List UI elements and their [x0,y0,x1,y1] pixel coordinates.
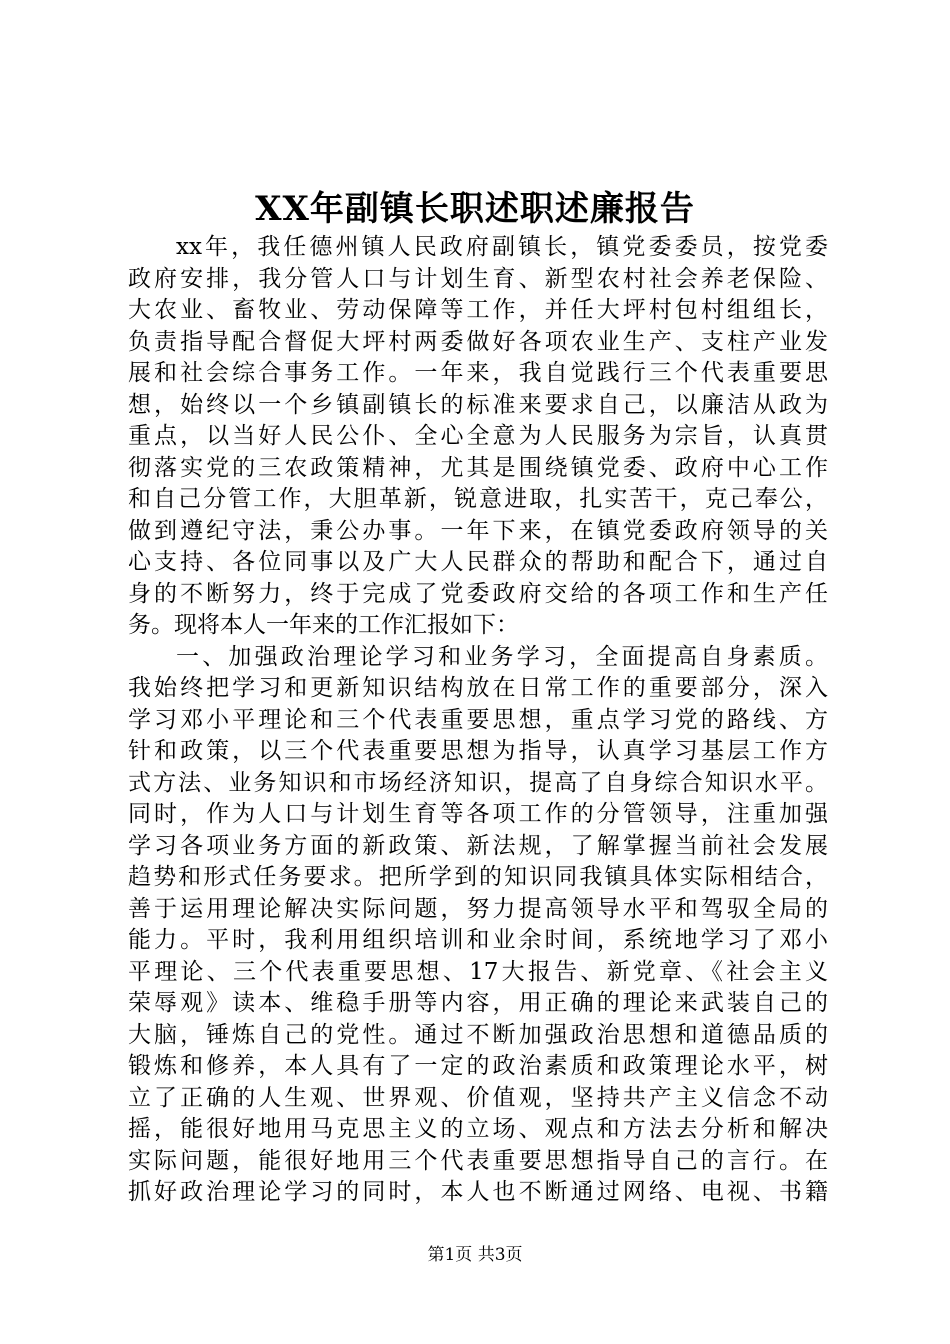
paragraph-line: 彻落实党的三农政策精神，尤其是围绕镇党委、政府中心工作 [128,454,828,481]
paragraph-line: 做到遵纪守法，秉公办事。一年下来，在镇党委政府领导的关 [128,517,828,544]
paragraph-line: 身的不断努力，终于完成了党委政府交给的各项工作和生产任 [128,580,828,607]
paragraph-line: 和自己分管工作，大胆革新，锐意进取，扎实苦干，克己奉公， [128,486,828,512]
paragraph-line: 针和政策，以三个代表重要思想为指导，认真学习基层工作方 [128,738,828,764]
paragraph-line: 负责指导配合督促大坪村两委做好各项农业生产、支柱产业发 [128,328,828,355]
paragraph-line: 抓好政治理论学习的同时，本人也不断通过网络、电视、书籍 [128,1179,828,1205]
paragraph-line: 能力。平时，我利用组织培训和业余时间，系统地学习了邓小 [128,927,828,953]
paragraph-line: 锻炼和修养，本人具有了一定的政治素质和政策理论水平，树 [128,1053,828,1079]
paragraph-line: 心支持、各位同事以及广大人民群众的帮助和配合下，通过自 [128,549,828,575]
paragraph-line: 我始终把学习和更新知识结构放在日常工作的重要部分，深入 [128,675,828,701]
paragraph-line: 摇，能很好地用马克思主义的立场、观点和方法去分析和解决 [128,1116,828,1142]
paragraph-line: 务。现将本人一年来的工作汇报如下： [128,612,519,638]
paragraph-line: 实际问题，能很好地用三个代表重要思想指导自己的言行。在 [128,1147,828,1174]
paragraph-line: 大脑，锤炼自己的党性。通过不断加强政治思想和道德品质的 [128,1021,828,1048]
paragraph-line: 同时，作为人口与计划生育等各项工作的分管领导，注重加强 [128,801,828,827]
document-body [128,232,828,1209]
paragraph-line: 趋势和形式任务要求。把所学到的知识同我镇具体实际相结合， [128,864,828,890]
paragraph-line: 立了正确的人生观、世界观、价值观，坚持共产主义信念不动 [128,1084,828,1111]
paragraph-line: 大农业、畜牧业、劳动保障等工作，并任大坪村包村组组长， [128,297,828,323]
page-footer: 第1页 共3页 [427,1245,523,1265]
paragraph-line: 想，始终以一个乡镇副镇长的标准来要求自己，以廉洁从政为 [128,391,828,418]
paragraph-line: 学习邓小平理论和三个代表重要思想，重点学习党的路线、方 [128,706,828,733]
paragraph-line: 平理论、三个代表重要思想、17大报告、新党章、《社会主义 [128,958,828,985]
paragraph-line: 政府安排，我分管人口与计划生育、新型农村社会养老保险、 [128,265,828,292]
paragraph-line: 展和社会综合事务工作。一年来，我自觉践行三个代表重要思 [128,360,828,386]
paragraph-line: 善于运用理论解决实际问题，努力提高领导水平和驾驭全局的 [128,895,828,922]
paragraph-line: 荣辱观》读本、维稳手册等内容，用正确的理论来武装自己的 [128,990,828,1016]
paragraph-line: xx年，我任德州镇人民政府副镇长，镇党委委员，按党委 [176,234,828,260]
page-title: XX年副镇长职述职述廉报告 [255,189,695,229]
paragraph-line: 一、加强政治理论学习和业务学习，全面提高自身素质。 [176,643,828,670]
paragraph-line: 重点，以当好人民公仆、全心全意为人民服务为宗旨，认真贯 [128,423,828,449]
paragraph-line: 式方法、业务知识和市场经济知识，提高了自身综合知识水平。 [128,769,828,796]
paragraph-line: 学习各项业务方面的新政策、新法规，了解掌握当前社会发展 [128,832,828,859]
